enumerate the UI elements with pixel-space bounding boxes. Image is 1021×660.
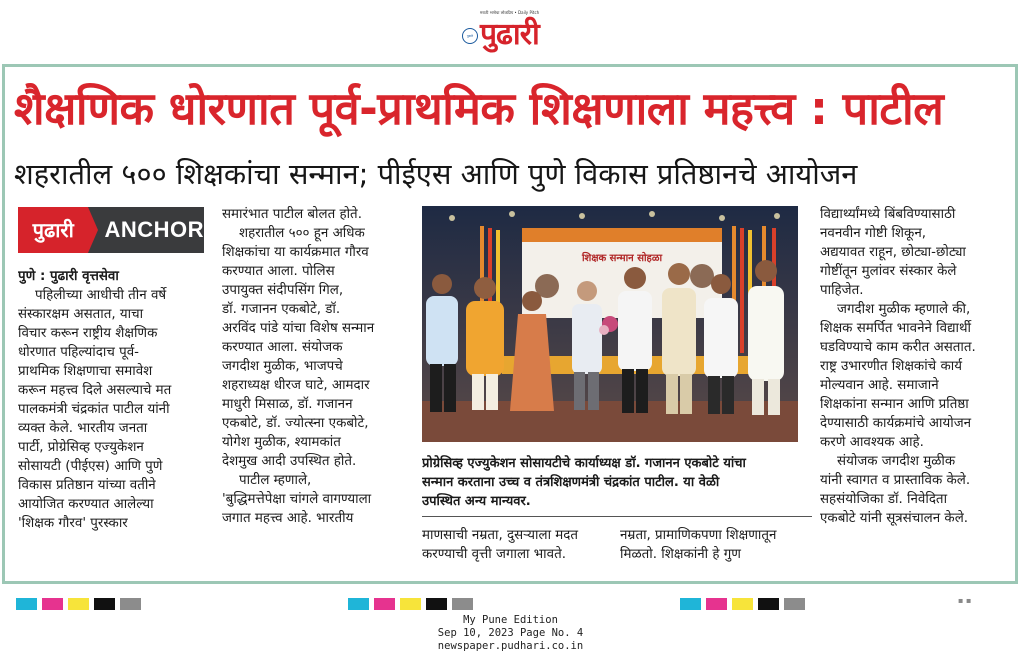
column-3-right — [620, 526, 810, 564]
footer-edition: My Pune Edition — [463, 614, 558, 626]
text-line: अरविंद पांडे यांचा विशेष सन्मान — [222, 321, 375, 336]
text-line: यांनी स्वागत व प्रास्ताविक केले. — [820, 473, 971, 488]
badge-logo: पुढारी — [18, 207, 88, 253]
text-line: संयोजक जगदीश मुळीक — [820, 454, 956, 469]
text-line: गोष्टींतून मुलांवर संस्कार केले — [820, 264, 957, 279]
text-line: आयोजित करण्यात आलेल्या — [18, 497, 154, 512]
masthead-tagline: मराठी भाषेचा लोकप्रिय • Daily Pitch — [480, 10, 540, 15]
photo-caption — [422, 454, 812, 511]
registration-swatch — [758, 598, 779, 610]
text-line: नम्रता, प्रामाणिकपणा शिक्षणातून — [620, 528, 777, 543]
text-line: पाटील म्हणाले, — [222, 473, 312, 488]
column-1 — [18, 267, 214, 533]
text-line: नवनवीन गोष्टी शिकून, — [820, 226, 927, 241]
masthead-seal-icon: पुढारी — [462, 28, 478, 44]
text-line: घडविण्याचे काम करीत असतात. — [820, 340, 976, 355]
text-line: विद्यार्थ्यांमध्ये बिंबविण्यासाठी — [820, 207, 956, 222]
text-line: योगेश मुळीक, श्यामकांत — [222, 435, 341, 450]
text-line: शिक्षकांचा या कार्यक्रमात गौरव — [222, 245, 369, 260]
text-line: सहसंयोजिका डॉ. निवेदिता — [820, 492, 948, 507]
event-photo — [422, 206, 798, 442]
column-4 — [820, 205, 1010, 528]
registration-swatch — [120, 598, 141, 610]
masthead-logo: पुढारी — [480, 17, 539, 52]
registration-swatch — [400, 598, 421, 610]
text-line: पार्टी, प्रोग्रेसिव्ह एज्युकेशन — [18, 440, 144, 455]
registration-swatch — [16, 598, 37, 610]
text-line: शहराध्यक्ष धीरज घाटे, आमदार — [222, 378, 370, 393]
text-line: सन्मान करताना उच्च व तंत्रशिक्षणमंत्री चंद्रकांत पाटील. या वेळी — [422, 475, 720, 490]
text-line: करणे आवश्यक आहे. — [820, 435, 924, 450]
text-line: धोरणात पहिल्यांदाच पूर्व- — [18, 345, 139, 360]
text-line: पालकमंत्री चंद्रकांत पाटील यांनी — [18, 402, 170, 417]
photo-illustration — [422, 206, 798, 442]
text-line: शिक्षकांना सन्मान आणि प्रतिष्ठा — [820, 397, 969, 412]
text-line: करण्याची वृत्ती जगाला भावते. — [422, 547, 566, 562]
registration-bar-right — [680, 598, 810, 610]
registration-swatch — [732, 598, 753, 610]
registration-swatch — [452, 598, 473, 610]
text-line: पहिलीच्या आधीची तीन वर्षे — [18, 288, 167, 303]
footer-site: newspaper.pudhari.co.in — [437, 640, 584, 652]
text-line: मोल्यवान आहे. समाजाने — [820, 378, 939, 393]
text-line: शिक्षक समर्पित भावनेने विद्यार्थी — [820, 321, 972, 336]
registration-bar-center — [348, 598, 478, 610]
footer-date-page: Sep 10, 2023 Page No. 4 — [437, 627, 584, 639]
footer — [0, 614, 1021, 653]
text-line: डॉ. गजानन एकबोटे, डॉ. — [222, 302, 341, 317]
registration-swatch — [68, 598, 89, 610]
text-line: जगदीश मुळीक म्हणाले की, — [820, 302, 971, 317]
anchor-badge — [18, 207, 204, 253]
caption-divider — [422, 516, 812, 517]
text-line: पाहिजेत. — [820, 283, 864, 298]
text-line: एकबोटे यांनी सूत्रसंचालन केले. — [820, 511, 969, 526]
text-line: करून महत्त्व दिले असल्याचे मत — [18, 383, 172, 398]
headline: शैक्षणिक धोरणात पूर्व-प्राथमिक शिक्षणाला महत्त्व : पाटील — [14, 82, 944, 135]
text-line: मिळतो. शिक्षकांनी हे गुण — [620, 547, 741, 562]
text-line: 'बुद्धिमत्तेपेक्षा चांगले वागण्याला — [222, 492, 372, 507]
registration-swatch — [784, 598, 805, 610]
text-line: समारंभात पाटील बोलत होते. — [222, 207, 362, 222]
text-line: देशमुख आदी उपस्थित होते. — [222, 454, 357, 469]
registration-swatch — [706, 598, 727, 610]
text-line: जगदीश मुळीक, भाजपचे — [222, 359, 343, 374]
text-line: प्राथमिक शिक्षणाचा समावेश — [18, 364, 153, 379]
text-line: व्यक्त केले. भारतीय जनता — [18, 421, 148, 436]
text-line: माधुरी मिसाळ, डॉ. गजानन — [222, 397, 353, 412]
banner-title: शिक्षक सन्मान सोहळा — [581, 253, 663, 264]
masthead — [462, 8, 562, 56]
text-line: राष्ट्र उभारणीत शिक्षकांचे कार्य — [820, 359, 962, 374]
registration-swatch — [94, 598, 115, 610]
text-line: उपस्थित अन्य मान्यवर. — [422, 494, 531, 509]
text-line: 'शिक्षक गौरव' पुरस्कार — [18, 516, 128, 531]
subheadline: शहरातील ५०० शिक्षकांचा सन्मान; पीईएस आणि पुणे विकास प्रतिष्ठानचे आयोजन — [14, 157, 858, 191]
text-line: उपायुक्त संदीपसिंग गिल, — [222, 283, 344, 298]
text-line: अद्ययावत राहून, छोट्या-छोट्या — [820, 245, 966, 260]
text-line: करण्यात आला. पोलिस — [222, 264, 335, 279]
registration-swatch — [42, 598, 63, 610]
text-line: देण्यासाठी कार्यक्रमांचे आयोजन — [820, 416, 972, 431]
text-line: पुणे : पुढारी वृत्तसेवा — [18, 269, 119, 284]
text-line: माणसाची नम्रता, दुसऱ्याला मदत — [422, 528, 579, 543]
text-line: विकास प्रतिष्ठान यांच्या वतीने — [18, 478, 156, 493]
registration-swatch — [426, 598, 447, 610]
text-line: एकबोटे, डॉ. ज्योत्स्ना एकबोटे, — [222, 416, 369, 431]
registration-swatch — [680, 598, 701, 610]
registration-swatch — [374, 598, 395, 610]
column-2 — [222, 205, 418, 528]
text-line: जगात महत्त्व आहे. भारतीय — [222, 511, 354, 526]
registration-swatch — [348, 598, 369, 610]
text-line: सोसायटी (पीईएस) आणि पुणे — [18, 459, 163, 474]
registration-bar-left — [16, 598, 146, 610]
column-3-left — [422, 526, 608, 564]
crop-mark-icon: ▪ ▪ — [958, 596, 972, 605]
text-line: प्रोग्रेसिव्ह एज्युकेशन सोसायटीचे कार्याध्यक्ष डॉ. गजानन एकबोटे यांचा — [422, 456, 746, 471]
badge-label: ANCHOR — [104, 217, 204, 242]
text-line: संस्कारक्षम असतात, याचा — [18, 307, 144, 322]
text-line: शहरातील ५०० हून अधिक — [222, 226, 365, 241]
text-line: करण्यात आला. संयोजक — [222, 340, 343, 355]
text-line: विचार करून राष्ट्रीय शैक्षणिक — [18, 326, 158, 341]
